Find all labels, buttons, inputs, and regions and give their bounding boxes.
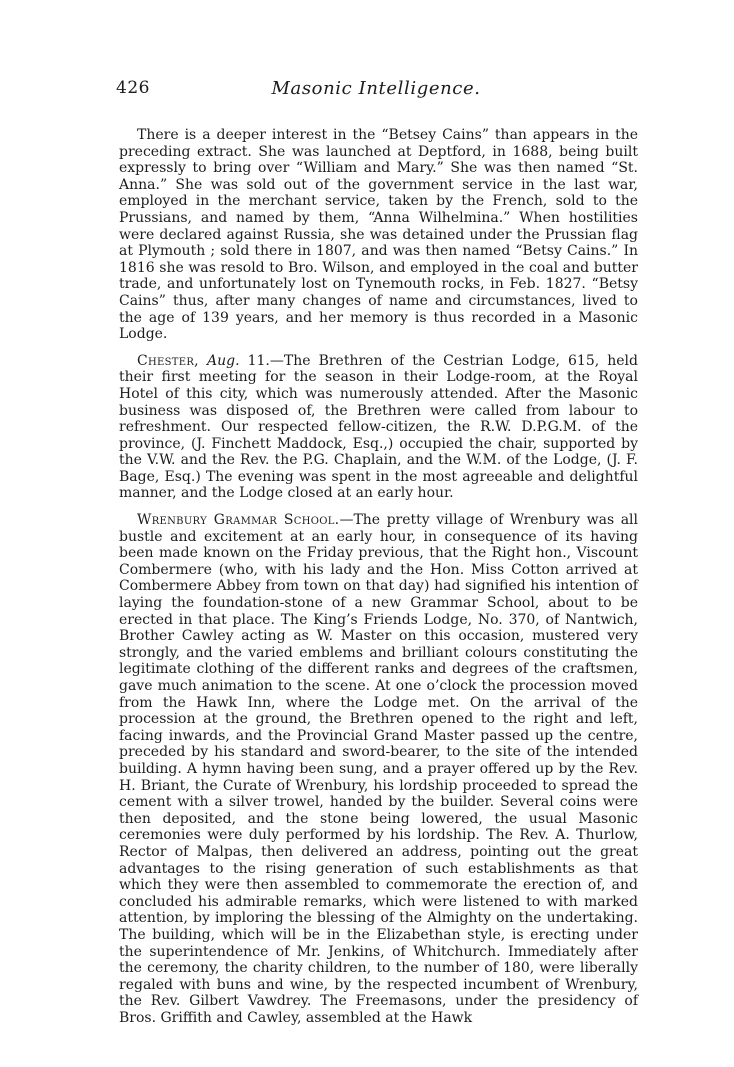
paragraph-betsey-cains [119,127,638,343]
page-header [116,78,636,104]
running-title: Masonic Intelligence. [271,78,481,99]
page-number: 426 [116,78,150,98]
paragraph-text: —The pretty village of Wrenbury was all bustle and excitement at an early hour, in consequence of its having been made known on the Friday previous, that the Right hon., Viscount Combermere (who, with his lady and the Hon. Miss Cotton arrived at Combermere Abbey from town on that day) had signified his intention of laying the foundation-stone of a new Grammar School, about to be erected in that place. The King’s Friends Lodge, No. 370, of Nantwich, Brother Cawley acting as W. Master on this occasion, mustered very strongly, and the varied emblems and brilliant colours constituting the legitimate clothing of the different ranks and degrees of the craftsmen, gave much animation to the scene. At one o’clock the procession moved from the Hawk Inn, where the Lodge met. On the arrival of the procession at the ground, the Brethren opened to the right and left, facing inwards, and the Provincial Grand Master passed up the centre, preceded by his standard and sword-bearer, to the site of the intended building. A hymn having been sung, and a prayer offered up by the Rev. H. Briant, the Curate of Wrenbury, his lordship proceeded to spread the cement with a silver trowel, handed by the builder. Several coins were then deposited, and the stone being lowered, the usual Masonic ceremonies were duly performed by his lordship. The Rev. A. Thurlow, Rector of Malpas, then delivered an address, pointing out the great advantages to the rising generation of such establishments as that which they were then assembled to commemorate the erection of, and concluded his admirable remarks, which were listened to with marked attention, by imploring the blessing of the Almighty on the undertaking. The building, which will be in the Elizabethan style, is erecting under the superintendence of Mr. Jenkins, of Whitchurch. Immediately after the ceremony, the charity children, to the number of 180, were liberally regaled with buns and wine, by the respected incumbent of Wrenbury, the Rev. Gilbert Vawdrey. The Freemasons, under the presidency of Bros. Griffith and Cawley, assembled at the Hawk [119,512,638,1026]
paragraph-text: 11.—The Brethren of the Cestrian Lodge, 615, held their first meeting for the season in their Lodge-room, at the Royal Hotel of this city, which was numerously attended. After the Masonic business was disposed of, the Brethren were called from labour to refreshment. Our respected fellow-citizen, the R.W. D.P.G.M. of the province, (J. Finchett Maddock, Esq.,) occupied the chair, supported by the V.W. and the Rev. the P.G. Chaplain, and the W.M. of the Lodge, (J. F. Bage, Esq.) The evening was spent in the most agreeable and delightful manner, and the Lodge closed at an early hour. [119,352,638,502]
section-heading: Wrenbury Grammar School. [137,512,340,529]
paragraph-chester [119,353,638,502]
article-body [119,127,638,1026]
dateline: Aug. [207,352,240,369]
paragraph-text: There is a deeper interest in the “Betsey Cains” than appears in the preceding extract. She was launched at Deptford, in 1688, being built expressly to bring over “William and Mary.” She was then named “St. Anna.” She was sold out of the government service in the last war, employed in the merchant service, taken by the French, sold to the Prussians, and named by them, “Anna Wilhelmina.” When hostilities were declared against Russia, she was detained under the Prussian flag at Plymouth ; sold there in 1807, and was then named “Betsy Cains.” In 1816 she was resold to Bro. Wilson, and employed in the coal and butter trade, and unfortunately lost on Tynemouth rocks, in Feb. 1827. “Betsy Cains” thus, after many changes of name and circumstances, lived to the age of 139 years, and her memory is thus recorded in a Masonic Lodge. [119,127,638,343]
paragraph-wrenbury [119,512,638,1026]
place-heading: Chester, [137,352,199,369]
